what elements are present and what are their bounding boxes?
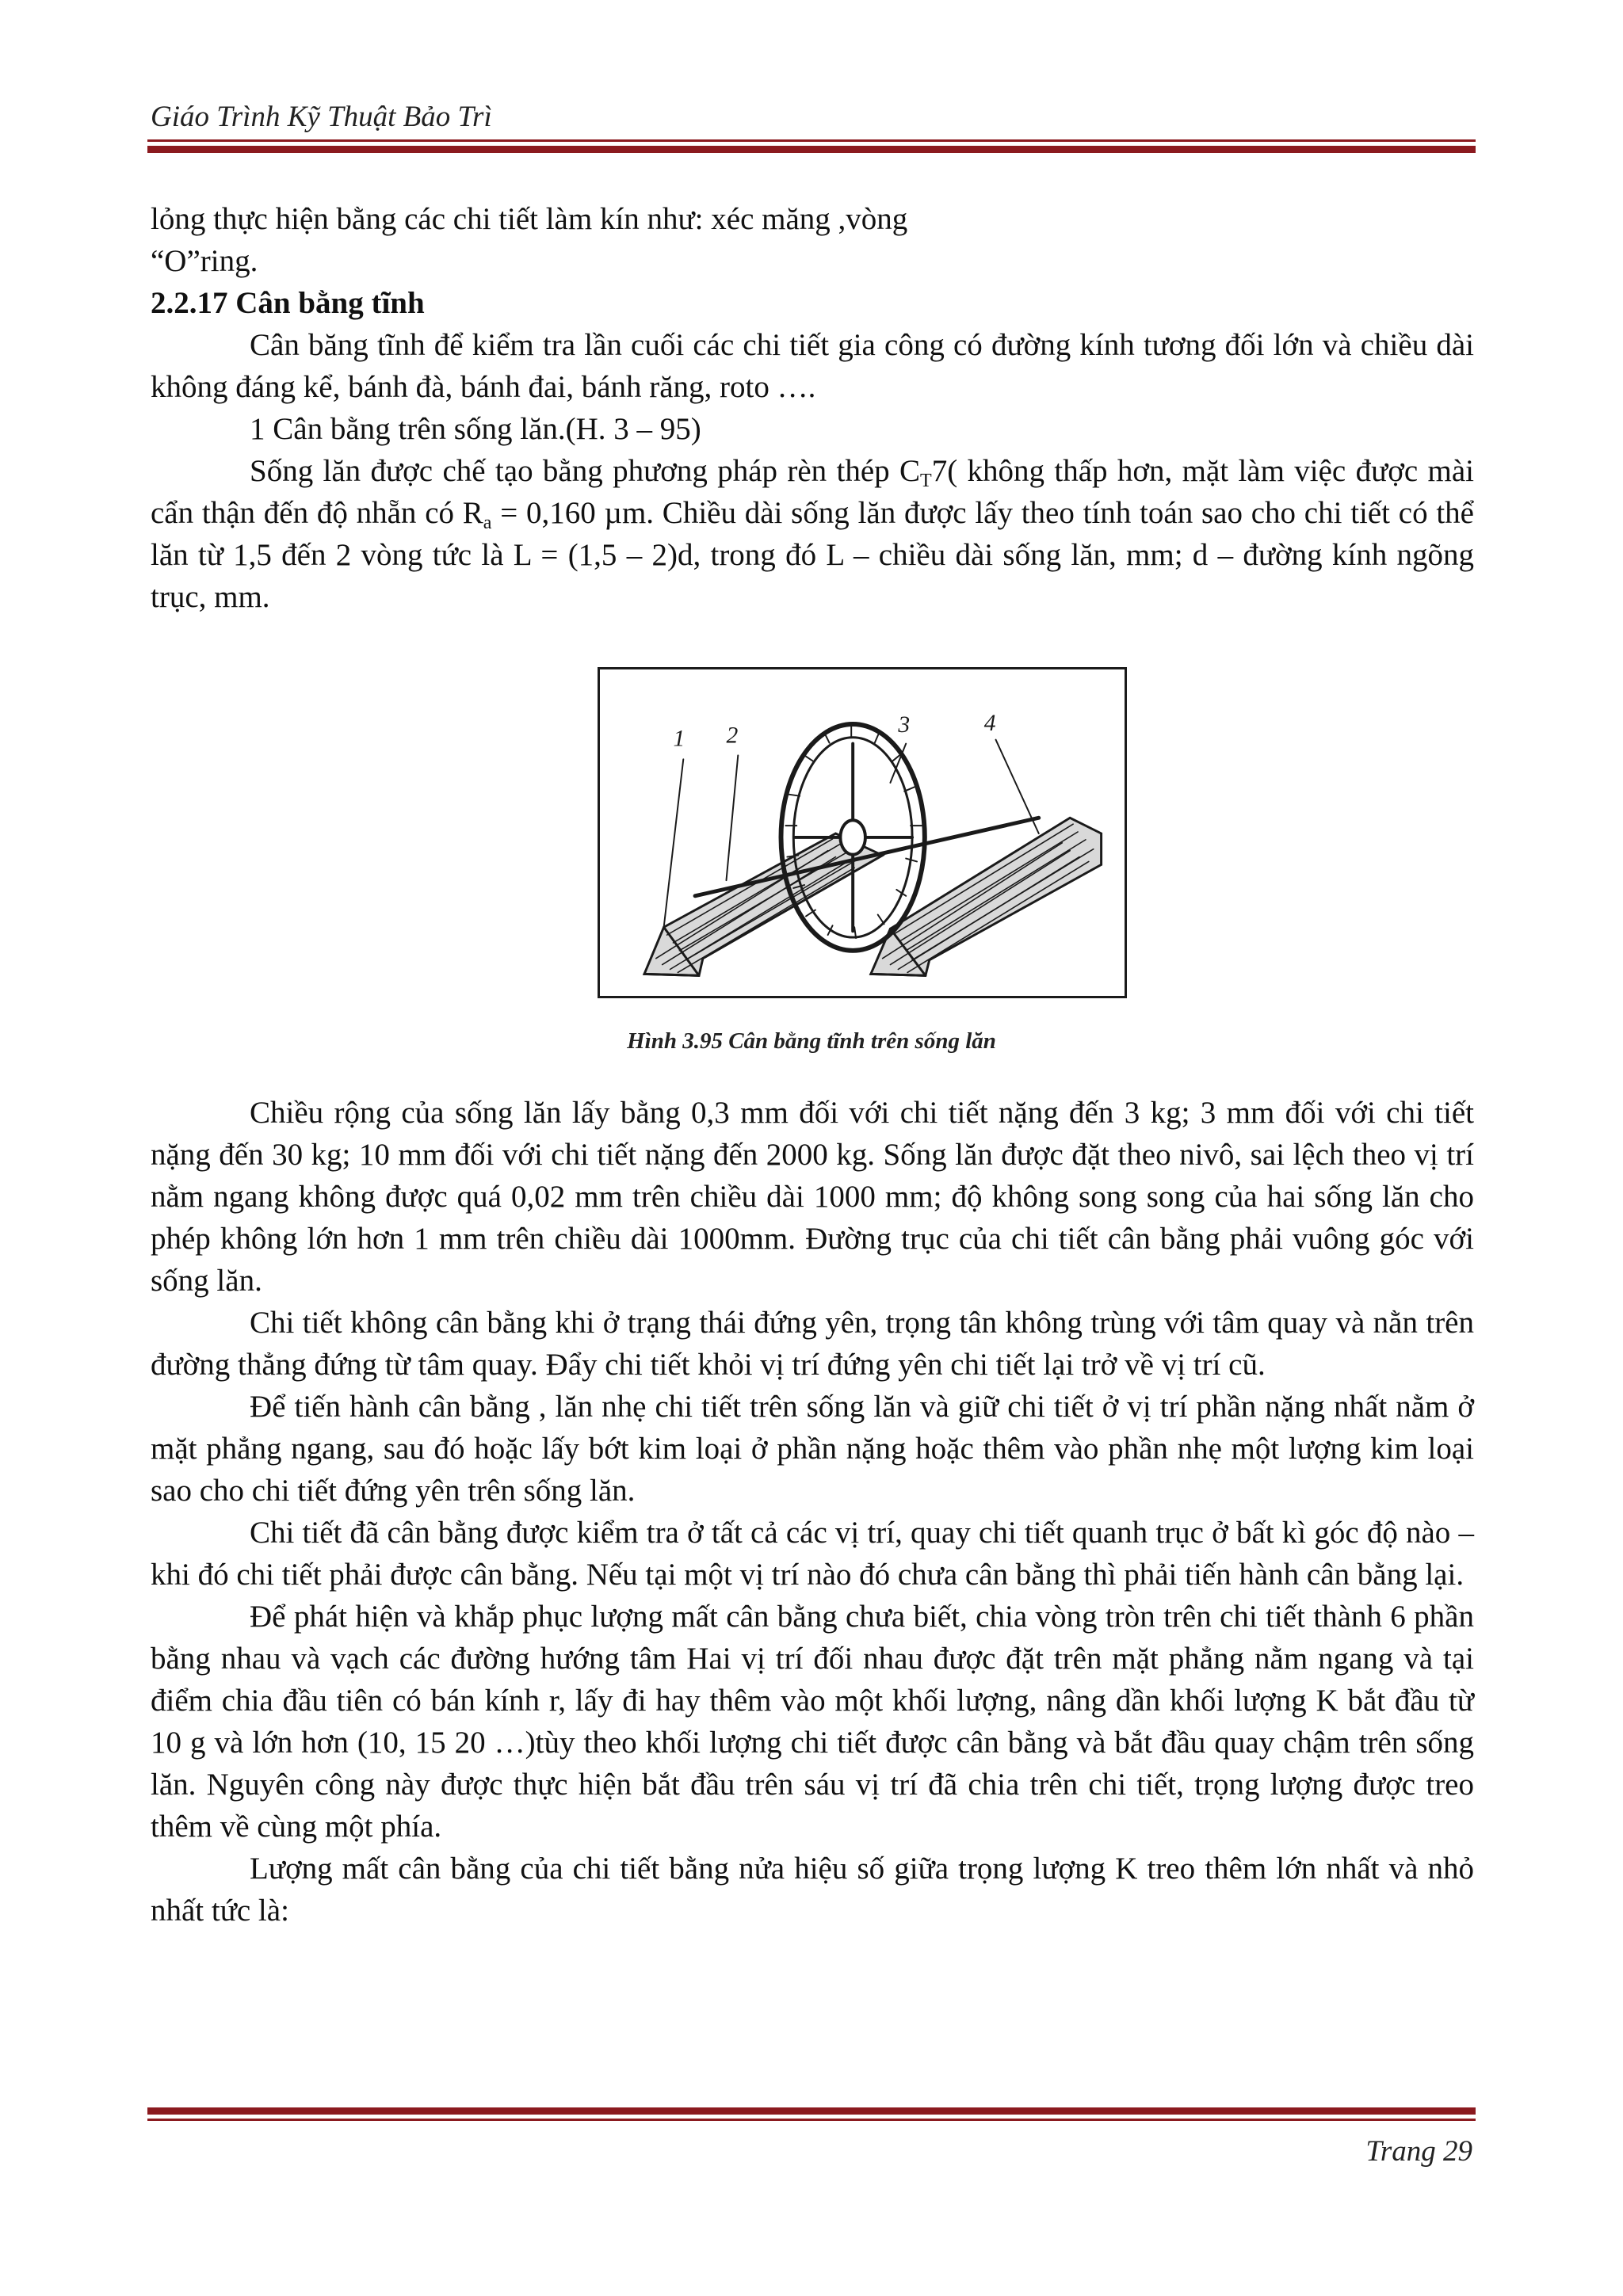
paragraph: Lượng mất cân bằng của chi tiết bằng nửa hiệu số giữa trọng lượng K treo thêm lớn nhất và nhỏ nhất tức là: [151, 1852, 1474, 1928]
page-number: Trang 29 [1365, 2135, 1472, 2168]
paragraph: Chi tiết không cân bằng khi ở trạng thái đứng yên, trọng tân không trùng với tâm quay và nằn trên đường thẳng đứng từ tâm quay. Đẩy chi tiết khỏi vị trí đứng yên chi tiết lại trở về vị trí cũ. [151, 1306, 1474, 1382]
figure-caption: Hình 3.95 Cân bằng tĩnh trên sống lăn [627, 1028, 996, 1054]
text-block-bottom [151, 1092, 1474, 1932]
figure-label-4: 4 [983, 710, 996, 736]
figure-label-2: 2 [726, 723, 739, 749]
paragraph: Sống lăn được chế tạo bằng phương pháp rèn thép $C_T7$( không thấp hơn, mặt làm việc được mài cẩn thận đến độ nhẵn có $R_a = 0,160$ µm. Chiều dài sống lăn được lấy theo tính toán sao cho chi tiết có thể lăn từ 1,5 đến 2 vòng tức là L = (1,5 – 2)d, trong đó L – chiều dài sống lăn, mm; d – đường kính ngõng trục, mm. [151, 454, 1474, 614]
paragraph: Chi tiết đã cân bằng được kiểm tra ở tất cả các vị trí, quay chi tiết quanh trục ở bất kì góc độ nào – khi đó chi tiết phải được cân bằng. Nếu tại một vị trí nào đó chưa cân bằng thì phải tiến hành cân bằng lại. [151, 1516, 1474, 1592]
figure-static-balancing [598, 667, 1127, 998]
footer-divider [147, 2107, 1476, 2121]
text-block-top [151, 198, 1474, 618]
running-header-title: Giáo Trình Kỹ Thuật Bảo Trì [151, 101, 492, 133]
paragraph-continuation: lỏng thực hiện bằng các chi tiết làm kín như: xéc măng ,vòng “O”ring. [151, 202, 908, 278]
balancing-rails-illustration [600, 669, 1125, 996]
paragraph: Để phát hiện và khắp phục lượng mất cân bằng chưa biết, chia vòng tròn trên chi tiết thành 6 phần bằng nhau và vạch các đường hướng tâm Hai vị trí đối nhau được đặt trên mặt phẳng nằm ngang và tại điểm chia đầu tiên có bán kính r, lấy đi hay thêm vào một khối lượng, nâng dần khối lượng K bắt đầu từ 10 g và lớn hơn (10, 15 20 …)tùy theo khối lượng chi tiết được cân bằng và bắt đầu quay chậm trên sống lăn. Nguyên công này được thực hiện bắt đầu trên sáu vị trí đã chia trên chi tiết, trọng lượng được treo thêm về cùng một phía. [151, 1600, 1474, 1844]
paragraph: Cân băng tĩnh để kiểm tra lần cuối các chi tiết gia công có đường kính tương đối lớn và chiều dài không đáng kể, bánh đà, bánh đai, bánh răng, roto …. [151, 328, 1474, 404]
figure-label-3: 3 [898, 711, 911, 738]
paragraph: Để tiến hành cân bằng , lăn nhẹ chi tiết trên sống lăn và giữ chi tiết ở vị trí phần nặng nhất nằm ở mặt phẳng ngang, sau đó hoặc lấy bớt kim loại ở phần nặng hoặc thêm vào phần nhẹ một lượng kim loại sao cho chi tiết đứng yên trên sống lăn. [151, 1390, 1474, 1508]
section-heading: 2.2.17 Cân bằng tĩnh [151, 286, 425, 320]
header-divider [147, 139, 1476, 153]
figure-label-1: 1 [673, 726, 685, 752]
paragraph: Chiều rộng của sống lăn lấy bằng 0,3 mm đối với chi tiết nặng đến 3 kg; 3 mm đối với chi tiết nặng đến 30 kg; 10 mm đối với chi tiết nặng đến 2000 kg. Sống lăn được đặt theo nivô, sai lệch theo vị trí nằm ngang không được quá 0,02 mm trên chiều dài 1000 mm; độ không song song của hai sống lăn cho phép không lớn hơn 1 mm trên chiều dài 1000mm. Đường trục của chi tiết cân bằng phải vuông góc với sống lăn. [151, 1096, 1474, 1298]
subsection-title: 1 Cân bằng trên sống lăn.(H. 3 – 95) [250, 412, 701, 446]
